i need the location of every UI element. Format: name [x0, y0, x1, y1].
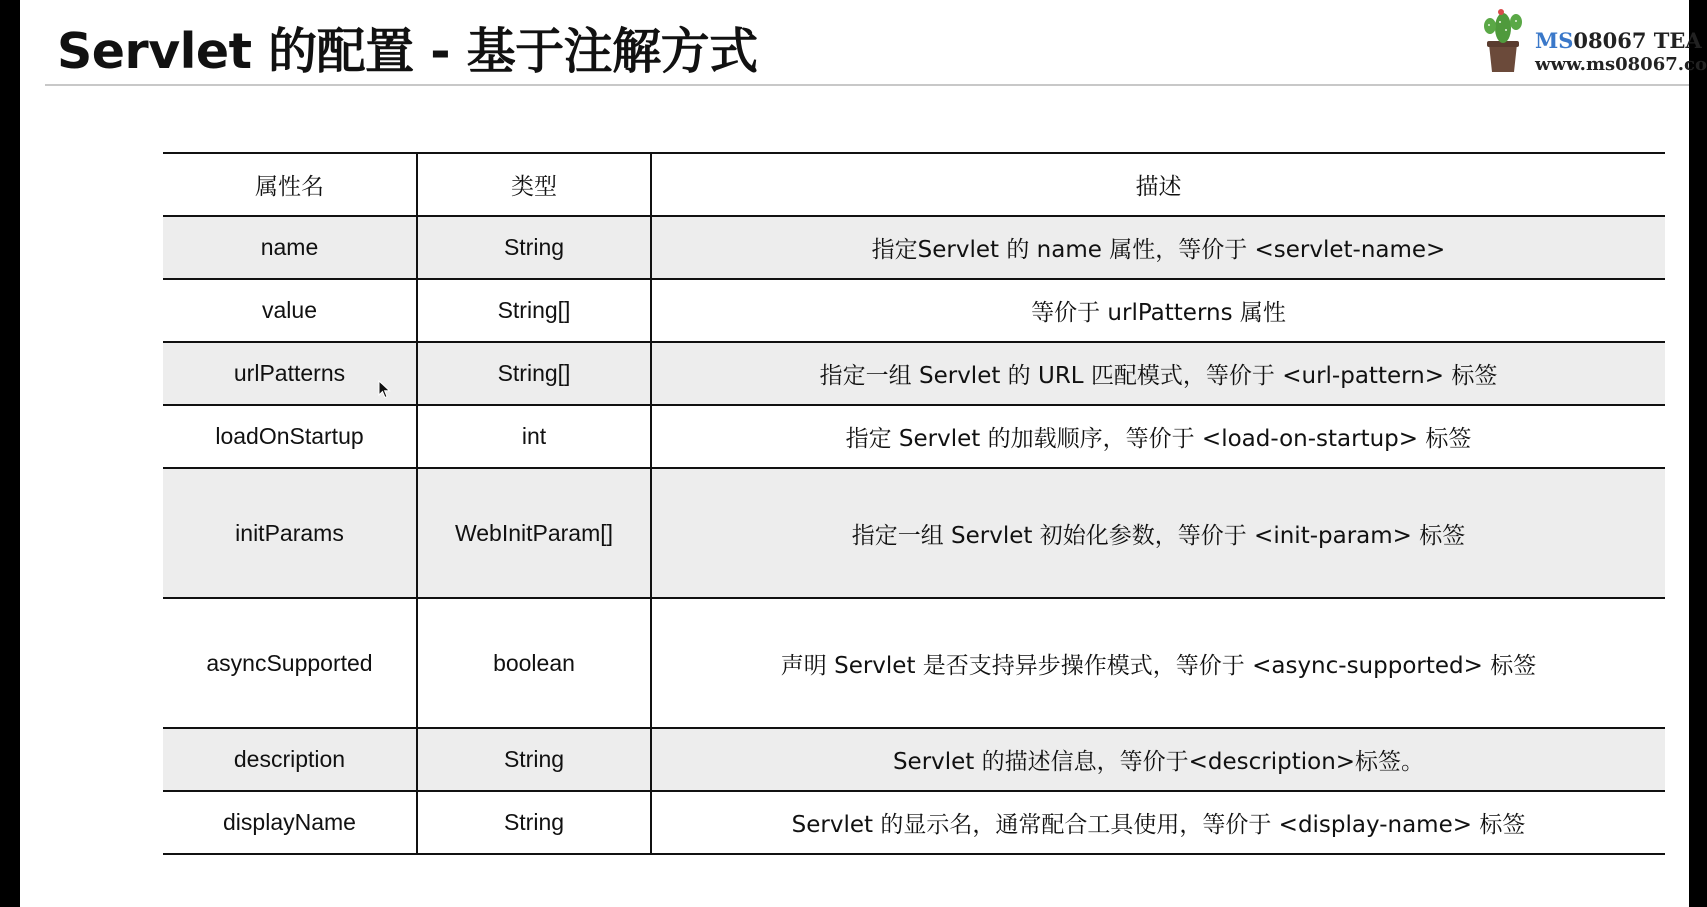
property-type-cell: String	[417, 216, 651, 279]
property-description-cell: 指定 Servlet 的加载顺序，等价于 <load-on-startup> 标签	[651, 405, 1665, 468]
table-row	[163, 468, 1665, 598]
property-type-cell: String[]	[417, 342, 651, 405]
logo-team-suffix: 08067 TEA	[1573, 28, 1702, 53]
property-name-cell: urlPatterns	[163, 342, 417, 405]
property-type-cell: String	[417, 728, 651, 791]
property-description-cell: 指定一组 Servlet 的 URL 匹配模式，等价于 <url-pattern> 标签	[651, 342, 1665, 405]
table-header-row	[163, 153, 1665, 216]
property-name-cell: name	[163, 216, 417, 279]
property-type-cell: int	[417, 405, 651, 468]
property-type-cell: String[]	[417, 279, 651, 342]
logo-team-name	[1535, 28, 1702, 54]
table-row	[163, 216, 1665, 279]
property-name-cell: description	[163, 728, 417, 791]
column-header-property-name: 属性名	[163, 153, 417, 216]
property-description-cell: 等价于 urlPatterns 属性	[651, 279, 1665, 342]
title-divider	[45, 84, 1689, 86]
annotation-properties-table	[163, 152, 1665, 855]
property-name-cell: value	[163, 279, 417, 342]
property-name-cell: loadOnStartup	[163, 405, 417, 468]
presentation-slide	[20, 0, 1707, 907]
mouse-pointer-icon	[378, 380, 392, 400]
property-description-cell: 声明 Servlet 是否支持异步操作模式，等价于 <async-supported> 标签	[651, 598, 1665, 728]
property-name-cell: asyncSupported	[163, 598, 417, 728]
team-logo	[1480, 8, 1707, 80]
column-header-description: 描述	[651, 153, 1665, 216]
property-description-cell: Servlet 的显示名，通常配合工具使用，等价于 <display-name> 标签	[651, 791, 1665, 854]
cactus-logo-icon	[1480, 8, 1526, 74]
table-row	[163, 598, 1665, 728]
property-description-cell: 指定Servlet 的 name 属性，等价于 <servlet-name>	[651, 216, 1665, 279]
table-row	[163, 405, 1665, 468]
logo-brand-mark: MS	[1535, 28, 1574, 53]
property-description-cell: Servlet 的描述信息，等价于<description>标签。	[651, 728, 1665, 791]
column-header-type: 类型	[417, 153, 651, 216]
property-name-cell: displayName	[163, 791, 417, 854]
property-type-cell: String	[417, 791, 651, 854]
property-name-cell: initParams	[163, 468, 417, 598]
table-row	[163, 791, 1665, 854]
table-row	[163, 279, 1665, 342]
property-type-cell: boolean	[417, 598, 651, 728]
table-row	[163, 728, 1665, 791]
logo-website: www.ms08067.co	[1535, 54, 1707, 75]
property-type-cell: WebInitParam[]	[417, 468, 651, 598]
slide-title: Servlet 的配置 - 基于注解方式	[57, 23, 758, 80]
property-description-cell: 指定一组 Servlet 初始化参数，等价于 <init-param> 标签	[651, 468, 1665, 598]
